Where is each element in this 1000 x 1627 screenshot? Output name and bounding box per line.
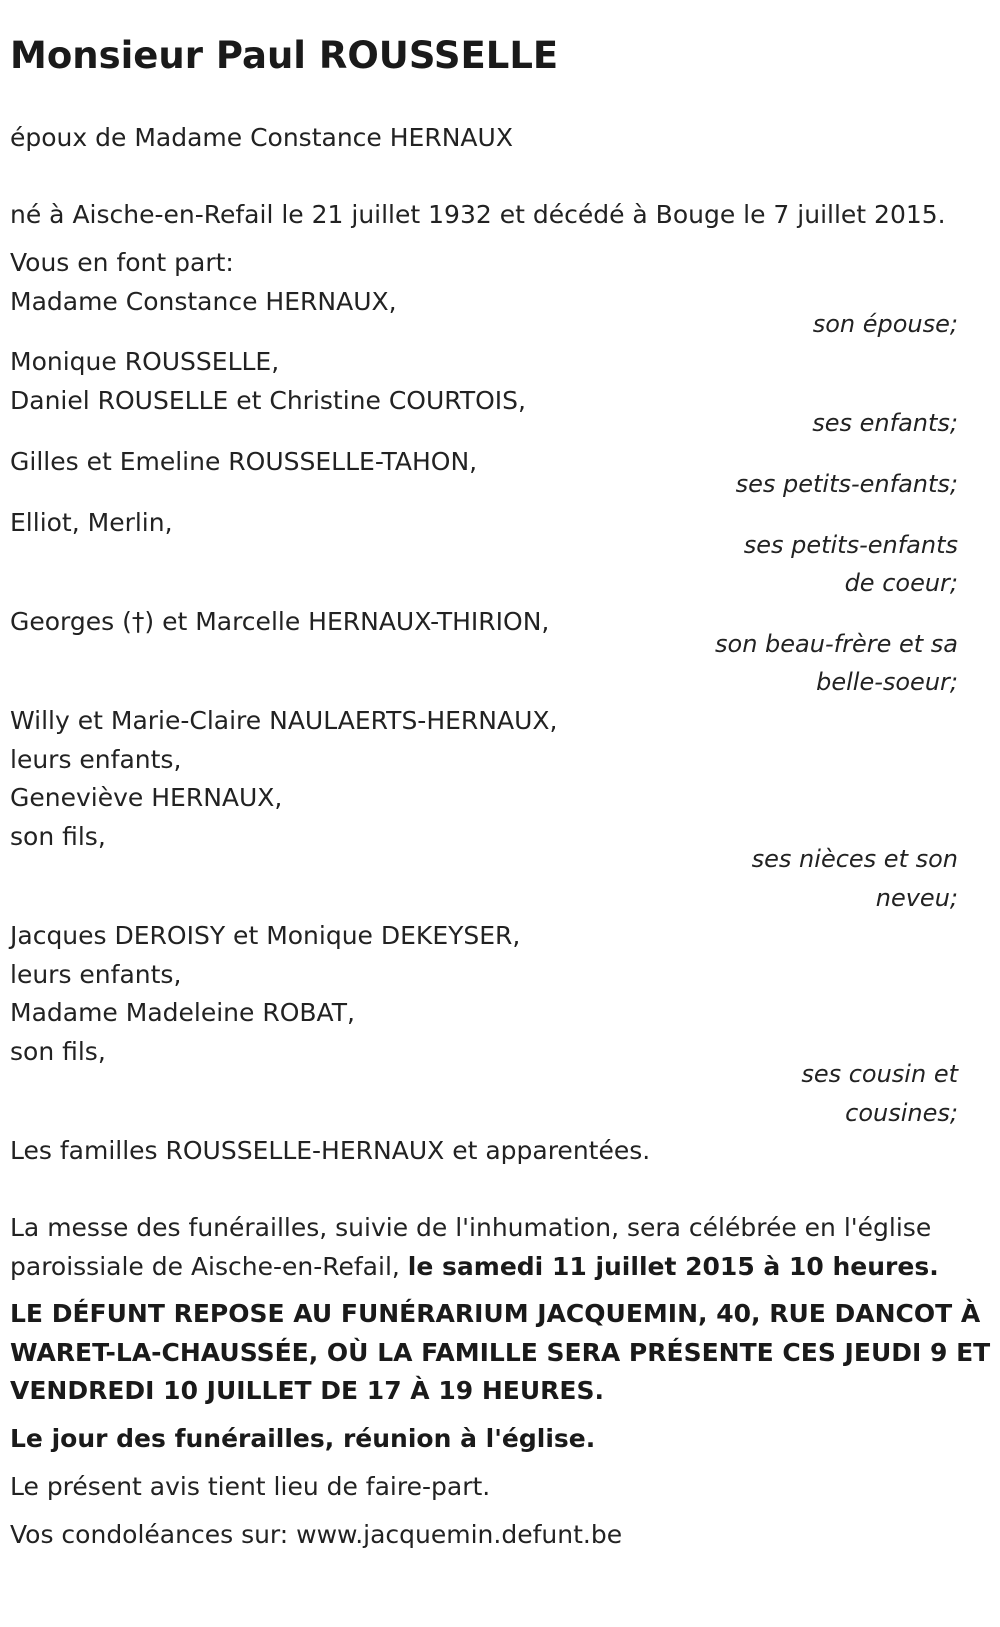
family-relation: de coeur;: [844, 569, 958, 597]
family-relation: ses cousin et: [801, 1060, 958, 1088]
birth-death-line: né à Aische-en-Refail le 21 juillet 1932 et décédé à Bouge le 7 juillet 2015.: [10, 200, 946, 229]
family-name: son fils,: [10, 822, 106, 851]
family-relation: ses enfants;: [812, 409, 958, 437]
repose-line: LE DÉFUNT REPOSE AU FUNÉRARIUM JACQUEMIN, 40, RUE DANCOT À: [10, 1299, 981, 1328]
spouse-line: époux de Madame Constance HERNAUX: [10, 123, 513, 152]
family-name: Madame Madeleine ROBAT,: [10, 998, 355, 1027]
family-name: Geneviève HERNAUX,: [10, 783, 283, 812]
family-name: Gilles et Emeline ROUSSELLE-TAHON,: [10, 447, 478, 476]
repose-line: VENDREDI 10 JUILLET DE 17 À 19 HEURES.: [10, 1376, 604, 1405]
notice-line: Le présent avis tient lieu de faire-part.: [10, 1472, 491, 1501]
family-relation: son beau-frère et sa: [715, 630, 958, 658]
family-name: leurs enfants,: [10, 745, 182, 774]
repose-line: WARET-LA-CHAUSSÉE, OÙ LA FAMILLE SERA PRÉSENTE CES JEUDI 9 ET: [10, 1338, 991, 1367]
page-title: Monsieur Paul ROUSSELLE: [10, 34, 559, 77]
mass-line-1: La messe des funérailles, suivie de l'inhumation, sera célébrée en l'église: [10, 1213, 932, 1242]
condolences-line: Vos condoléances sur: www.jacquemin.defunt.be: [10, 1520, 623, 1549]
intro-line: Vous en font part:: [10, 248, 234, 277]
family-name: Willy et Marie-Claire NAULAERTS-HERNAUX,: [10, 706, 558, 735]
mass-date: le samedi 11 juillet 2015 à 10 heures.: [407, 1252, 939, 1281]
family-relation: ses nièces et son: [751, 845, 958, 873]
family-name: leurs enfants,: [10, 960, 182, 989]
family-relation: belle-soeur;: [816, 668, 958, 696]
family-relation: neveu;: [875, 884, 958, 912]
mass-line-2: [10, 1247, 939, 1287]
family-name: son fils,: [10, 1037, 106, 1066]
family-name: Georges (†) et Marcelle HERNAUX-THIRION,: [10, 607, 550, 636]
reunion-line: Le jour des funérailles, réunion à l'église.: [10, 1424, 596, 1453]
family-name: Elliot, Merlin,: [10, 508, 173, 537]
mass-location: paroissiale de Aische-en-Refail,: [10, 1252, 408, 1281]
family-name: Madame Constance HERNAUX,: [10, 287, 397, 316]
family-name: Monique ROUSSELLE,: [10, 347, 280, 376]
family-name: Daniel ROUSELLE et Christine COURTOIS,: [10, 386, 526, 415]
family-relation: ses petits-enfants;: [735, 470, 958, 498]
family-name: Jacques DEROISY et Monique DEKEYSER,: [10, 921, 521, 950]
family-relation: son épouse;: [812, 310, 958, 338]
families-line: Les familles ROUSSELLE-HERNAUX et apparentées.: [10, 1136, 651, 1165]
family-relation: cousines;: [845, 1099, 958, 1127]
family-relation: ses petits-enfants: [743, 531, 958, 559]
